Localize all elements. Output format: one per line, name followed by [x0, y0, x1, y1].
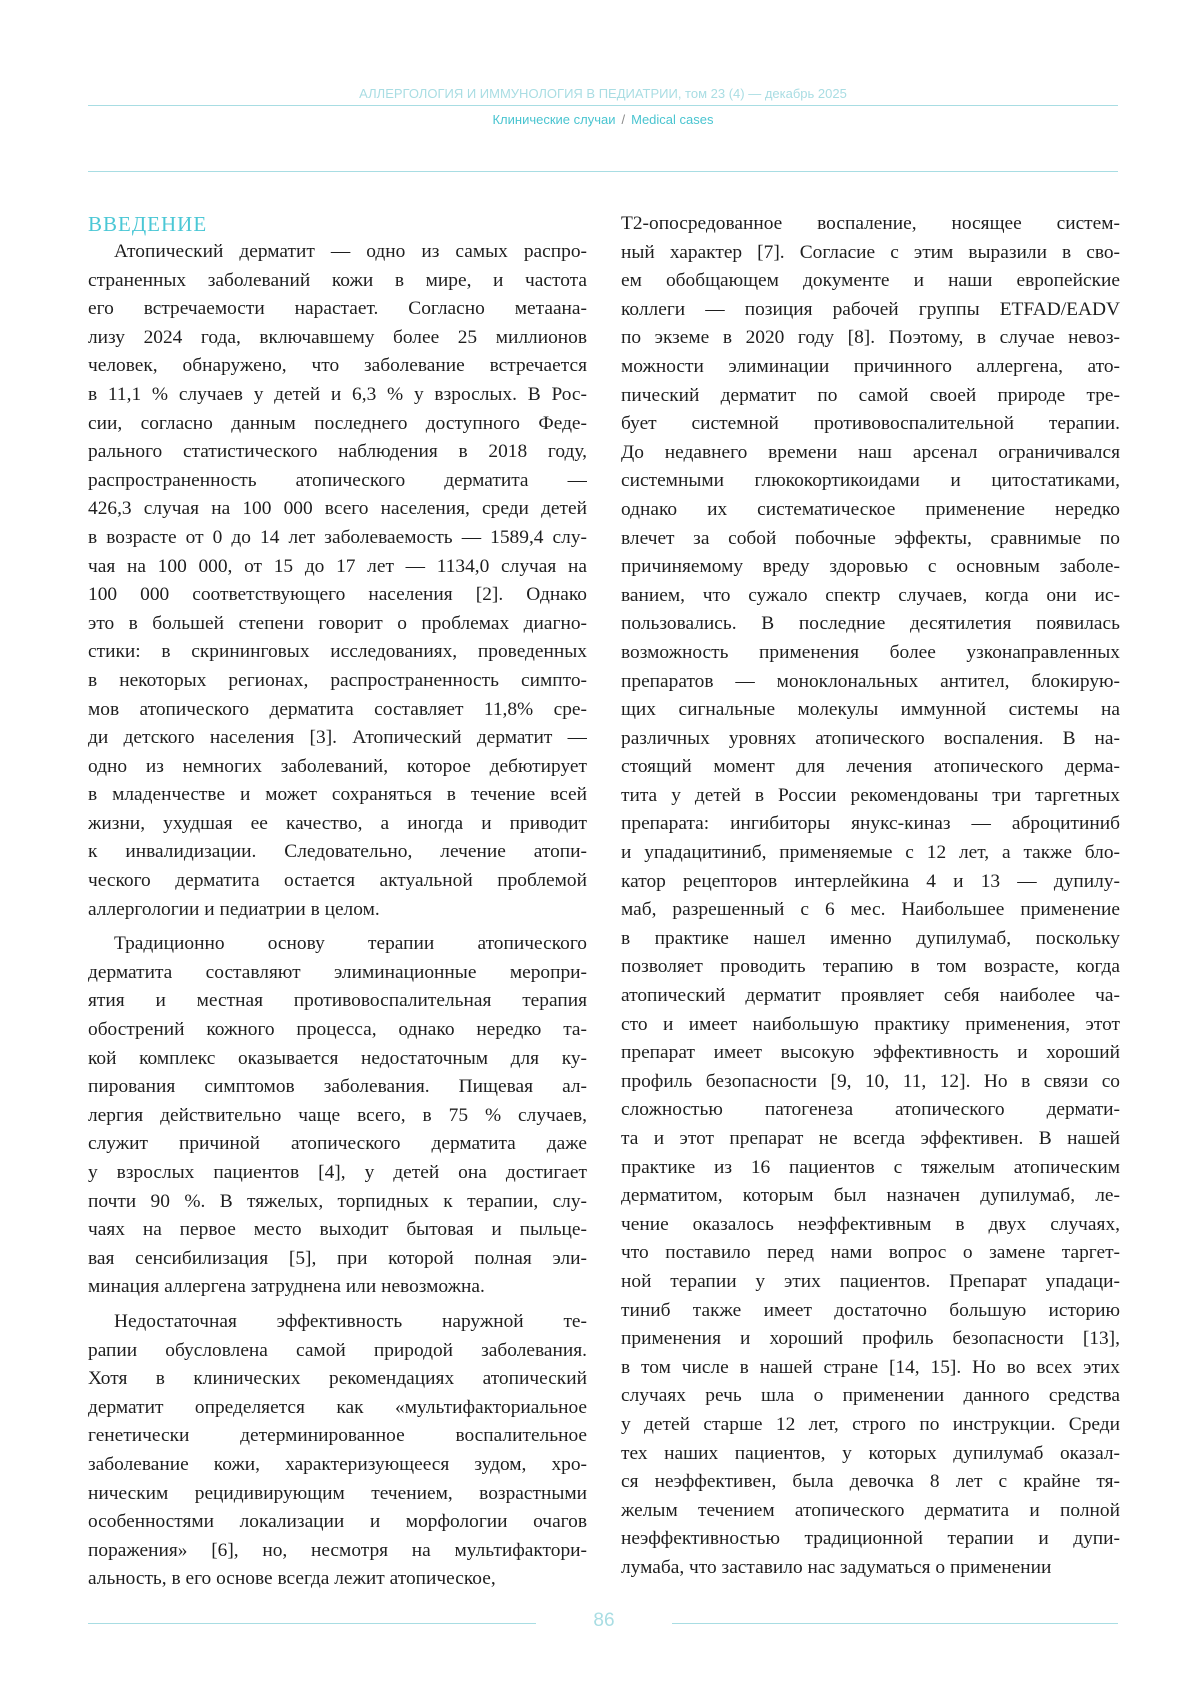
section-heading: ВВЕДЕНИЕ — [88, 212, 208, 236]
text-line: и упадацитиниб, применяемые с 12 лет, а также бло- — [621, 842, 1120, 864]
text-line: рапии обусловлена самой природой заболевания. — [88, 1339, 587, 1361]
text-line: неэффективностью традиционной терапии и дупи- — [621, 1528, 1120, 1550]
text-line: Традиционно основу терапии атопического — [114, 933, 587, 955]
text-line: в младенчестве и может сохраняться в течение всей — [88, 784, 587, 806]
text-line: практике из 16 пациентов с тяжелым атопическим — [621, 1156, 1120, 1178]
section-label-en: Medical cases — [631, 112, 714, 127]
text-line: щих сигнальные молекулы иммунной системы на — [621, 699, 1120, 721]
text-line: ятия и местная противовоспалительная терапия — [88, 990, 587, 1012]
text-line: дерматита составляют элиминационные меропри- — [88, 961, 587, 983]
text-line: однако их систематическое применение нередко — [621, 498, 1120, 520]
footer-divider-left — [88, 1623, 536, 1624]
text-line: влечет за собой побочные эффекты, сравнимые по — [621, 527, 1120, 549]
text-line: атопический дерматит проявляет себя наиболее ча- — [621, 985, 1120, 1007]
text-line: дерматит определяется как «мультифакториальное — [88, 1396, 587, 1418]
journal-running-head: АЛЛЕРГОЛОГИЯ И ИММУНОЛОГИЯ В ПЕДИАТРИИ, том 23 (4) — декабрь 2025 — [359, 86, 847, 101]
text-line: ный характер [7]. Согласие с этим выразили в сво- — [621, 241, 1120, 263]
text-line: почти 90 %. В тяжелых, торпидных к терапии, слу- — [88, 1190, 587, 1212]
text-line: причиняемому вреду здоровью с основным заболе- — [621, 556, 1120, 578]
text-line: 426,3 случая на 100 000 всего населения, среди детей — [88, 498, 587, 520]
text-line: 100 000 соответствующего населения [2]. Однако — [88, 584, 587, 606]
text-line: чая на 100 000, от 15 до 17 лет — 1134,0 случая на — [88, 555, 587, 577]
text-line: бует системной противовоспалительной терапии. — [621, 413, 1120, 435]
text-line: сто и имеет наибольшую практику применения, этот — [621, 1013, 1120, 1035]
text-line: в том числе в нашей стране [14, 15]. Но во всех этих — [621, 1356, 1120, 1378]
text-line: Недостаточная эффективность наружной те- — [114, 1310, 587, 1332]
text-line: ной терапии у этих пациентов. Препарат упадаци- — [621, 1270, 1120, 1292]
header-divider — [88, 105, 1118, 106]
section-label-separator: / — [621, 112, 626, 127]
text-line: случаях речь шла о применении данного средства — [621, 1385, 1120, 1407]
right-column-body — [621, 210, 1120, 1583]
text-line: минация аллергена затруднена или невозможна. — [88, 1276, 485, 1298]
text-line: что поставило перед нами вопрос о замене таргет- — [621, 1242, 1120, 1264]
text-line: в некоторых регионах, распространенность симпто- — [88, 669, 587, 691]
text-line: поражения» [6], но, несмотря на мультифактори- — [88, 1539, 587, 1561]
text-line: жизни, ухудшая ее качество, а иногда и приводит — [88, 812, 587, 834]
text-line: сии, согласно данным последнего доступного Феде- — [88, 412, 587, 434]
text-line: сложностью патогенеза атопического дермати- — [621, 1099, 1120, 1121]
text-line: стоящий момент для лечения атопического дерма- — [621, 756, 1120, 778]
text-line: препарат имеет высокую эффективность и хороший — [621, 1042, 1120, 1064]
text-line: ди детского населения [3]. Атопический дерматит — — [88, 727, 587, 749]
text-line: различных уровнях атопического воспаления. В на- — [621, 727, 1120, 749]
text-line: системными глюкокортикоидами и цитостатиками, — [621, 470, 1120, 492]
text-line: обострений кожного процесса, однако нередко та- — [88, 1019, 587, 1041]
text-line: аллергологии и педиатрии в целом. — [88, 898, 380, 920]
text-line: его встречаемости нарастает. Согласно метаана- — [88, 298, 587, 320]
text-line: вая сенсибилизация [5], при которой полная эли- — [88, 1247, 587, 1269]
text-line: ческого дерматита остается актуальной проблемой — [88, 870, 587, 892]
text-line: в практике нашел именно дупилумаб, поскольку — [621, 927, 1120, 949]
text-line: мов атопического дерматита составляет 11,8% сре- — [88, 698, 587, 720]
text-line: препаратов — моноклональных антител, блокирую- — [621, 670, 1120, 692]
text-line: в 11,1 % случаев у детей и 6,3 % у взрослых. В Рос- — [88, 383, 587, 405]
text-line: ванием, что сужало спектр случаев, когда они ис- — [621, 584, 1120, 606]
text-line: лизу 2024 года, включавшему более 25 миллионов — [88, 326, 587, 348]
text-line: чение оказалось неэффективным в двух случаях, — [621, 1213, 1120, 1235]
text-line: та и этот препарат не всегда эффективен. В нашей — [621, 1128, 1120, 1149]
text-line: пользовались. В последние десятилетия появилась — [621, 613, 1120, 635]
text-column-right — [621, 210, 1120, 1595]
text-line: препарата: ингибиторы янукс-киназ — аброцитиниб — [621, 813, 1120, 835]
text-line: тита у детей в России рекомендованы три таргетных — [621, 784, 1120, 806]
text-line: заболевание кожи, характеризующееся зудом, хро- — [88, 1453, 587, 1475]
text-line: страненных заболеваний кожи в мире, и частота — [88, 269, 587, 291]
text-line: распространенность атопического дерматита — — [88, 469, 587, 491]
text-line: До недавнего времени наш арсенал ограничивался — [621, 441, 1120, 463]
section-label-ru: Клинические случаи — [492, 112, 616, 127]
text-line: позволяет проводить терапию в том возрасте, когда — [621, 956, 1120, 978]
section-label — [88, 112, 1118, 127]
text-line: служит причиной атопического дерматита даже — [88, 1133, 587, 1155]
text-line: особенностями локализации и морфологии очагов — [88, 1511, 587, 1533]
header-divider-lower — [88, 171, 1118, 172]
text-line: Атопический дерматит — одно из самых распро- — [114, 241, 587, 262]
text-line: стики: в скрининговых исследованиях, проведенных — [88, 641, 587, 663]
text-line: возможность применения более узконаправленных — [621, 641, 1120, 663]
text-line: коллеги — позиция рабочей группы ETFAD/EADV — [621, 298, 1120, 320]
text-line: ся неэффективен, была девочка 8 лет с крайне тя- — [621, 1471, 1120, 1493]
text-line: пический дерматит по самой своей природе тре- — [621, 384, 1120, 406]
text-line: по экземе в 2020 году [8]. Поэтому, в случае невоз- — [621, 327, 1120, 349]
text-line: лергия действительно чаще всего, в 75 % случаев, — [88, 1104, 587, 1126]
text-line: человек, обнаружено, что заболевание встречается — [88, 355, 587, 377]
text-column-left — [88, 210, 587, 1595]
text-line: ем обобщающем документе и наши европейские — [621, 270, 1120, 292]
text-line: у детей старше 12 лет, строго по инструкции. Среди — [621, 1413, 1120, 1435]
footer-divider-right — [672, 1623, 1118, 1624]
text-line: кой комплекс оказывается недостаточным для ку- — [88, 1047, 587, 1069]
text-line: ническим рецидивирующим течением, возрастными — [88, 1482, 587, 1504]
text-line: это в большей степени говорит о проблемах диагно- — [88, 612, 587, 634]
text-line: чаях на первое место выходит бытовая и пыльце- — [88, 1219, 587, 1241]
text-line: катор рецепторов интерлейкина 4 и 13 — дупилу- — [621, 870, 1120, 892]
text-line: тиниб также имеет достаточно большую историю — [621, 1299, 1120, 1321]
text-line: в возрасте от 0 до 14 лет заболеваемость — 1589,4 слу- — [88, 526, 587, 548]
text-line: тех наших пациентов, у которых дупилумаб оказал- — [621, 1442, 1120, 1464]
text-line: желым течением атопического дерматита и полной — [621, 1499, 1120, 1521]
text-line: Хотя в клинических рекомендациях атопический — [88, 1368, 587, 1390]
text-line: маб, разрешенный с 6 мес. Наибольшее применение — [621, 899, 1120, 921]
text-line: к инвалидизации. Следовательно, лечение атопи- — [88, 841, 587, 863]
left-column-body — [88, 238, 587, 1594]
text-line: у взрослых пациентов [4], у детей она достигает — [88, 1162, 587, 1183]
page-number: 86 — [593, 1610, 615, 1631]
text-line: генетически детерминированное воспалительное — [88, 1425, 587, 1447]
text-line: Т2-опосредованное воспаление, носящее систем- — [621, 213, 1120, 234]
text-line: пирования симптомов заболевания. Пищевая ал- — [88, 1076, 587, 1098]
text-line: одно из немногих заболеваний, которое дебютирует — [88, 755, 587, 777]
text-line: профиль безопасности [9, 10, 11, 12]. Но в связи со — [621, 1070, 1120, 1092]
text-line: альность, в его основе всегда лежит атопическое, — [88, 1568, 496, 1590]
text-line: лумаба, что заставило нас задуматься о применении — [621, 1556, 1052, 1578]
text-line: дерматитом, которым был назначен дупилумаб, ле- — [621, 1185, 1120, 1207]
text-line: применения и хороший профиль безопасности [13], — [621, 1328, 1120, 1350]
text-line: можности элиминации причинного аллергена, ато- — [621, 355, 1120, 377]
text-line: рального статистического наблюдения в 2018 году, — [88, 441, 587, 463]
